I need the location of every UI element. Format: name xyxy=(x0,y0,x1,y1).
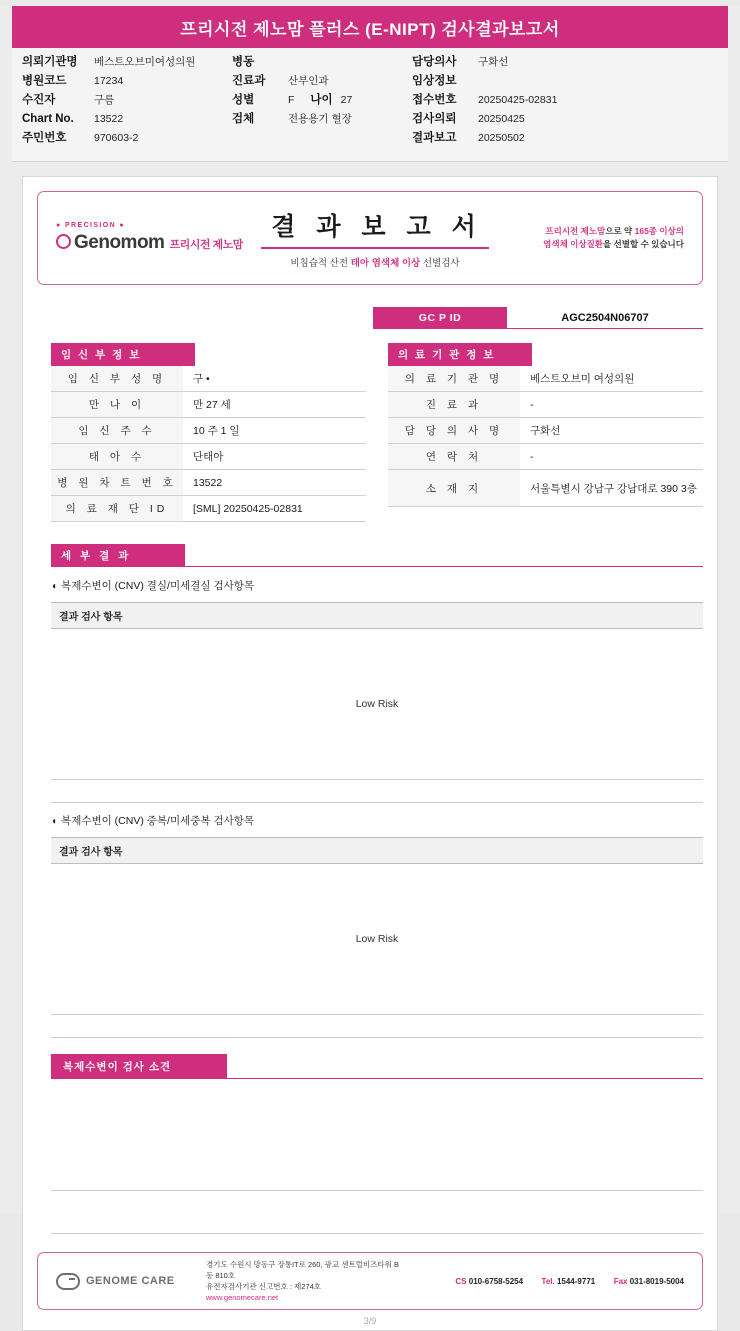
cnv-duplication-label-text: 복제수변이 (CNV) 중복/미세중복 검사항목 xyxy=(61,815,255,827)
row-value: 10 주 1 일 xyxy=(183,418,366,444)
gc-p-id-row xyxy=(373,307,703,329)
row-value: - xyxy=(520,444,703,470)
tagline-text-2: 을 선별할 수 있습니다 xyxy=(603,239,684,249)
report-masthead xyxy=(37,191,703,285)
row-value: 베스트오브미 여성의원 xyxy=(520,366,703,392)
fax-value: 031-8019-5004 xyxy=(629,1276,684,1286)
cnv-deletion-label-text: 복제수변이 (CNV) 결실/미세결실 검사항목 xyxy=(61,580,255,592)
header-column-2 xyxy=(232,56,412,151)
field-label: 결과보고 xyxy=(412,132,457,144)
table-row xyxy=(51,392,366,418)
field-value: 17234 xyxy=(94,75,124,87)
header-column-1 xyxy=(22,56,232,151)
detail-results-title: 세 부 결 과 xyxy=(51,544,185,567)
genome-care-label: GENOME CARE xyxy=(86,1275,175,1287)
row-key: 진 료 과 xyxy=(388,392,520,418)
gc-p-id-label: GC P ID xyxy=(373,307,507,329)
header-field xyxy=(232,75,412,88)
tel-label: Tel. xyxy=(541,1276,555,1286)
opinion-body-secondary xyxy=(51,1191,703,1234)
opinion-rule xyxy=(51,1078,703,1079)
subtitle-highlight: 태아 염색체 이상 xyxy=(350,258,421,269)
row-key: 태 아 수 xyxy=(51,444,183,470)
field-value: 베스트오브미여성의원 xyxy=(94,56,196,68)
field-value: F xyxy=(288,94,295,106)
field-value: 20250425 xyxy=(478,113,525,125)
table-row xyxy=(51,444,366,470)
bullet-icon: ◖ xyxy=(51,816,58,827)
field-label: 진료과 xyxy=(232,75,266,87)
gc-p-id-value: AGC2504N06707 xyxy=(507,307,703,329)
brand-logo xyxy=(56,222,256,254)
row-value: 단태아 xyxy=(183,444,366,470)
table-row xyxy=(388,470,703,507)
field-label: 성별 xyxy=(232,94,255,106)
field-value: 20250425-02831 xyxy=(478,94,558,106)
bullet-icon: ◖ xyxy=(51,581,58,592)
field-label: 임상정보 xyxy=(412,75,457,87)
genomom-name: Genomom xyxy=(74,232,165,253)
patient-header xyxy=(12,48,728,162)
report-heading-title: 결 과 보 고 서 xyxy=(261,207,489,249)
pregnant-info-title: 임 신 부 정 보 xyxy=(51,343,195,366)
header-field xyxy=(22,75,232,88)
cnv-duplication-spacer xyxy=(51,1015,703,1038)
opinion-body xyxy=(51,1080,703,1191)
header-column-3 xyxy=(412,56,622,151)
row-value: - xyxy=(520,392,703,418)
field-value: 산부인과 xyxy=(288,75,329,87)
field-label: Chart No. xyxy=(22,113,74,125)
row-key: 담 당 의 사 명 xyxy=(388,418,520,444)
cs-label: CS xyxy=(455,1276,467,1286)
cs-value: 010-6758-5254 xyxy=(468,1276,524,1286)
field-value: 13522 xyxy=(94,113,124,125)
cnv-duplication-label xyxy=(51,813,717,828)
header-field xyxy=(232,56,412,69)
row-key: 임 신 주 수 xyxy=(51,418,183,444)
row-value: [SML] 20250425-02831 xyxy=(183,496,366,522)
row-key: 연 락 처 xyxy=(388,444,520,470)
header-field xyxy=(22,56,232,69)
field-value: 970603-2 xyxy=(94,132,139,144)
table-row xyxy=(51,418,366,444)
tagline-disease: 염색체 이상질환 xyxy=(543,239,603,249)
tagline-brand: 프리시전 제노맘 xyxy=(545,226,606,236)
subtitle-post: 선별검사 xyxy=(420,258,460,269)
tagline-line-1 xyxy=(494,225,684,238)
header-field xyxy=(22,94,232,107)
row-key: 만 나 이 xyxy=(51,392,183,418)
table-row xyxy=(388,392,703,418)
field-label: 병동 xyxy=(232,56,255,68)
report-heading-subtitle xyxy=(256,255,494,269)
genomom-name-kr: 프리시전 제노맘 xyxy=(169,239,243,251)
header-field xyxy=(412,94,622,107)
field-label: 의뢰기관명 xyxy=(22,56,78,68)
header-field xyxy=(232,113,412,126)
field-label: 접수번호 xyxy=(412,94,457,106)
row-key: 의 료 재 단 ID xyxy=(51,496,183,522)
table-row xyxy=(388,366,703,392)
field-value: 전용용기 혈장 xyxy=(288,113,352,125)
pregnant-info-table xyxy=(51,366,366,522)
header-field xyxy=(232,94,412,107)
tagline-text-1: 으로 약 xyxy=(605,226,635,236)
subtitle-pre: 비침습적 산전 xyxy=(290,258,351,269)
table-row xyxy=(51,366,366,392)
field-value: 구화선 xyxy=(478,56,509,68)
result-report-card xyxy=(22,176,718,1331)
report-footer xyxy=(37,1252,703,1310)
field-label: 검체 xyxy=(232,113,255,125)
page-title: 프리시전 제노맘 플러스 (E-NIPT) 검사결과보고서 xyxy=(12,6,728,48)
tagline-line-2 xyxy=(494,238,684,251)
genome-care-icon xyxy=(56,1273,80,1290)
tagline-count: 165종 이상의 xyxy=(634,226,684,236)
fax-label: Fax xyxy=(613,1276,628,1286)
cnv-deletion-spacer xyxy=(51,780,703,803)
header-field xyxy=(22,132,232,145)
report-tagline xyxy=(494,225,684,251)
genomom-mark-icon xyxy=(56,234,71,249)
field-label: 검사의뢰 xyxy=(412,113,457,125)
field-label-age: 나이 xyxy=(310,94,333,106)
header-field xyxy=(412,56,622,69)
cnv-deletion-table-header: 결과 검사 항목 xyxy=(51,602,703,629)
page-number: 3/9 xyxy=(363,1316,377,1326)
address-line-2: 유전자검사기관 신고번호 : 제274호 xyxy=(206,1282,322,1291)
table-row xyxy=(388,418,703,444)
cnv-deletion-result: Low Risk xyxy=(51,629,703,780)
row-value: 만 27 세 xyxy=(183,392,366,418)
row-value: 서울특별시 강남구 강남대로 390 3층 xyxy=(520,470,703,507)
table-row xyxy=(51,470,366,496)
hospital-info-title: 의 료 기 관 정 보 xyxy=(388,343,532,366)
genomom-wordmark xyxy=(56,232,256,254)
field-label: 수진자 xyxy=(22,94,56,106)
row-key: 병 원 차 트 번 호 xyxy=(51,470,183,496)
field-label: 담당의사 xyxy=(412,56,457,68)
report-page xyxy=(0,6,740,1326)
footer-contact xyxy=(399,1277,684,1286)
report-heading xyxy=(256,207,494,269)
row-value: 구화선 xyxy=(520,418,703,444)
genome-care-logo xyxy=(56,1273,206,1290)
header-field xyxy=(412,113,622,126)
table-row xyxy=(51,496,366,522)
footer-url[interactable]: www.genomecare.net xyxy=(206,1293,279,1302)
hospital-info-table xyxy=(388,366,703,507)
address-line-1: 경기도 수원시 망동구 장통IT로 260, 광교 센트럴비즈타워 B동 810호 xyxy=(206,1260,399,1280)
cnv-duplication-table-header: 결과 검사 항목 xyxy=(51,837,703,864)
field-label: 주민번호 xyxy=(22,132,67,144)
row-key: 소 재 지 xyxy=(388,470,520,507)
hospital-info-block xyxy=(388,343,703,522)
header-field xyxy=(412,132,622,145)
footer-address xyxy=(206,1259,399,1303)
field-value-age: 27 xyxy=(340,94,353,106)
header-field xyxy=(22,113,232,126)
cnv-deletion-label xyxy=(51,578,717,593)
field-value: 20250502 xyxy=(478,132,525,144)
cnv-duplication-result: Low Risk xyxy=(51,864,703,1015)
info-tables xyxy=(51,343,703,522)
row-key: 임 신 부 성 명 xyxy=(51,366,183,392)
field-value: 구름 xyxy=(94,94,115,106)
header-field xyxy=(412,75,622,88)
row-key: 의 료 기 관 명 xyxy=(388,366,520,392)
opinion-title: 복제수변이 검사 소견 xyxy=(51,1054,227,1079)
row-value: 13522 xyxy=(183,470,366,496)
row-value: 구 • xyxy=(183,366,366,392)
tel-value: 1544-9771 xyxy=(556,1276,596,1286)
precision-label: ● PRECISION ● xyxy=(56,222,126,229)
field-label: 병원코드 xyxy=(22,75,67,87)
pregnant-info-block xyxy=(51,343,366,522)
detail-rule xyxy=(51,566,703,567)
table-row xyxy=(388,444,703,470)
